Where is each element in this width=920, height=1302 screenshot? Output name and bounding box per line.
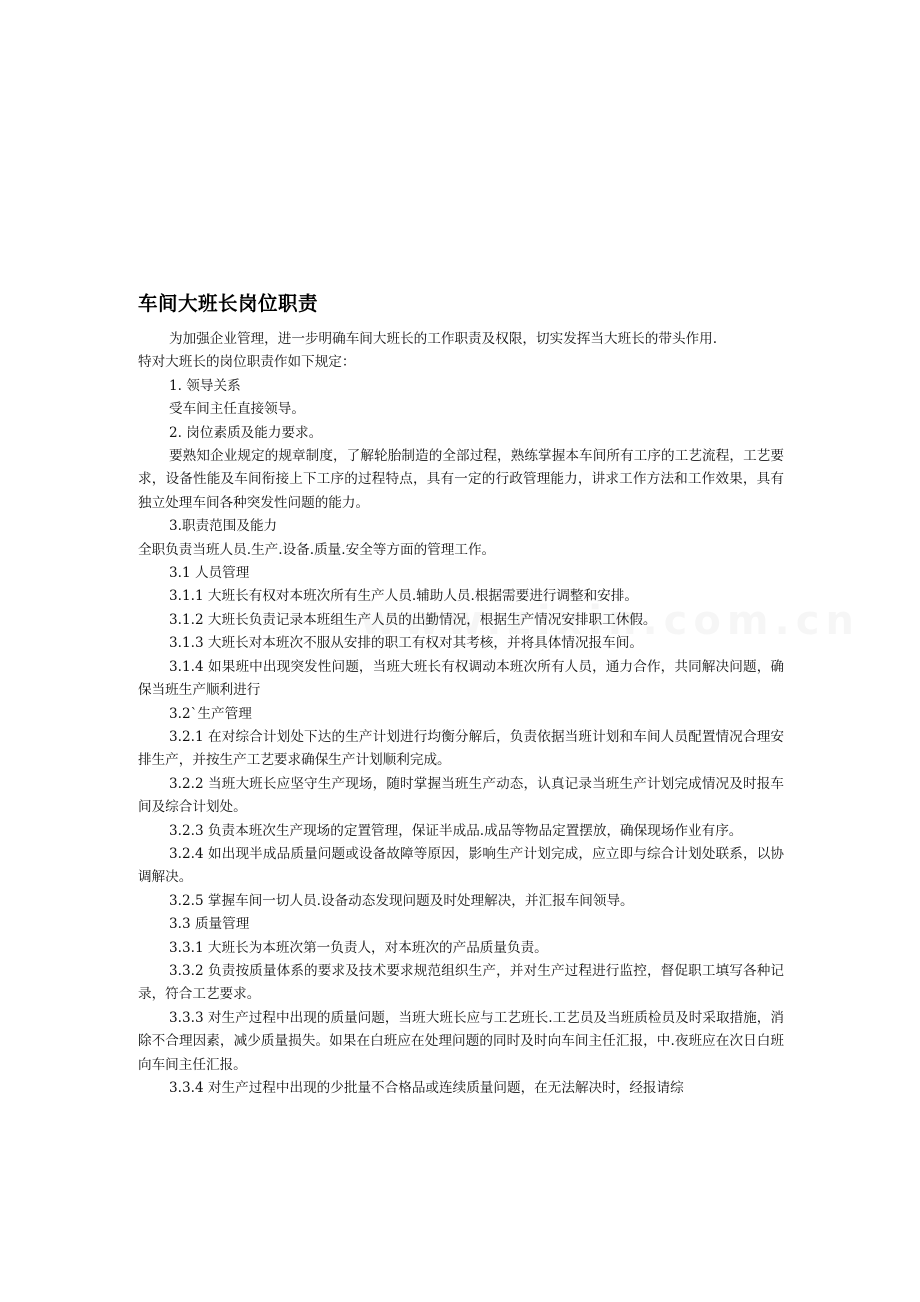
section-heading: 3.2`生产管理 bbox=[169, 705, 252, 722]
document-body bbox=[138, 328, 784, 1100]
paragraph: 为加强企业管理，进一步明确车间大班长的工作职责及权限，切实发挥当大班长的带头作用. bbox=[169, 331, 718, 347]
paragraph: 3.1.1 大班长有权对本班次所有生产人员.辅助人员.根据需要进行调整和安排。 bbox=[169, 588, 638, 605]
section-heading: 3.职责范围及能力 bbox=[169, 518, 278, 535]
document-title: 车间大班长岗位职责 bbox=[138, 292, 319, 315]
section-heading: 3.1 人员管理 bbox=[169, 565, 250, 582]
paragraph: 全职负责当班人员.生产.设备.质量.安全等方面的管理工作。 bbox=[138, 541, 496, 558]
paragraph: 3.2.4 如出现半成品质量问题或设备故障等原因，影响生产计划完成，应立即与综合计划处联系，以协调解决。 bbox=[138, 845, 784, 886]
paragraph: 要熟知企业规定的规章制度，了解轮胎制造的全部过程，熟练掌握本车间所有工序的工艺流程，工艺要求，设备性能及车间衔接上下工序的过程特点，具有一定的行政管理能力，讲求工作方法和工作效果，具有独立处理车间各种突发性问题的能力。 bbox=[138, 448, 784, 511]
paragraph: 3.3.1 大班长为本班次第一负责人，对本班次的产品质量负责。 bbox=[169, 939, 548, 956]
paragraph: 3.2.5 掌握车间一切人员.设备动态发现问题及时处理解决，并汇报车间领导。 bbox=[169, 892, 634, 909]
paragraph: 特对大班长的岗位职责作如下规定： bbox=[138, 354, 356, 371]
paragraph: 3.3.2 负责按质量体系的要求及技术要求规范组织生产，并对生产过程进行监控，督促职工填写各种记录，符合工艺要求。 bbox=[138, 962, 784, 1003]
paragraph: 3.2.3 负责本班次生产现场的定置管理，保证半成品.成品等物品定置摆放，确保现场作业有序。 bbox=[169, 822, 743, 839]
section-heading: 1. 领导关系 bbox=[169, 377, 241, 394]
paragraph: 3.1.4 如果班中出现突发性问题，当班大班长有权调动本班次所有人员，通力合作，共同解决问题，确保当班生产顺利进行 bbox=[138, 658, 784, 699]
paragraph: 3.3.4 对生产过程中出现的少批量不合格品或连续质量问题，在无法解决时，经报请综 bbox=[169, 1080, 684, 1096]
paragraph: 3.2.2 当班大班长应坚守生产现场，随时掌握当班生产动态，认真记录当班生产计划完成情况及时报车间及综合计划处。 bbox=[138, 775, 784, 816]
section-heading: 3.3 质量管理 bbox=[169, 916, 250, 933]
paragraph: 受车间主任直接领导。 bbox=[169, 401, 305, 418]
paragraph: 3.3.3 对生产过程中出现的质量问题，当班大班长应与工艺班长.工艺员及当班质检员及时采取措施，消除不合理因素，减少质量损失。如果在白班应在处理问题的同时及时向车间主任汇报，中.夜班应在次日白班向车间主任汇报。 bbox=[138, 1009, 784, 1073]
paragraph: 3.1.3 大班长对本班次不服从安排的职工有权对其考核，并将具体情况报车间。 bbox=[169, 635, 643, 652]
section-heading: 2. 岗位素质及能力要求。 bbox=[169, 424, 323, 441]
paragraph: 3.1.2 大班长负责记录本班组生产人员的出勤情况，根据生产情况安排职工休假。 bbox=[169, 611, 657, 628]
paragraph: 3.2.1 在对综合计划处下达的生产计划进行均衡分解后，负责依据当班计划和车间人员配置情况合理安排生产，并按生产工艺要求确保生产计划顺利完成。 bbox=[138, 728, 784, 769]
